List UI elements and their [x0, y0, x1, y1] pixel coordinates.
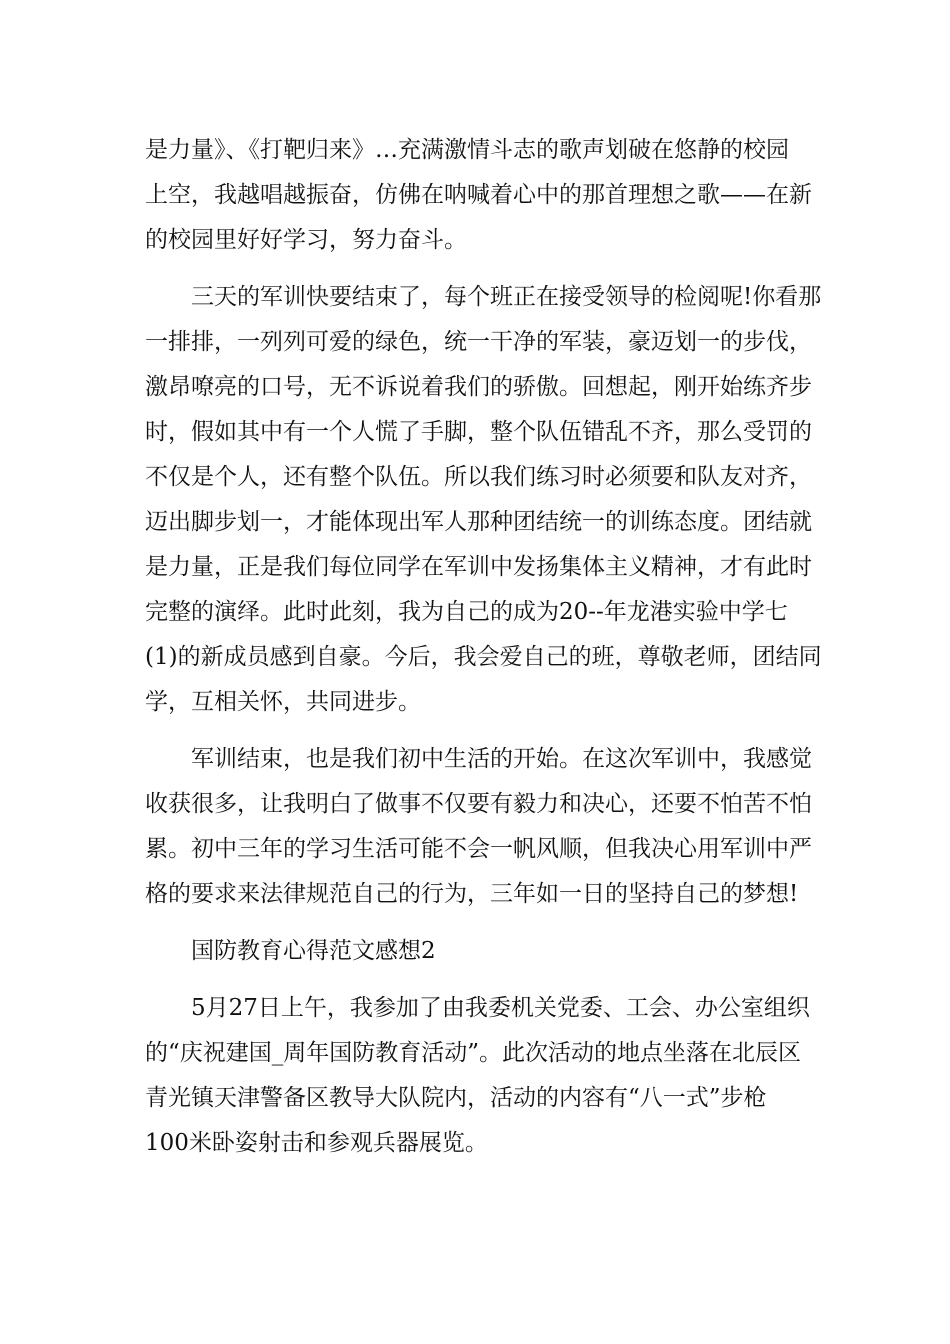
paragraph-gap — [145, 974, 809, 986]
text-line: 一排排，一列列可爱的绿色，统一干净的军装，豪迈划一的步伐， — [145, 329, 812, 355]
paragraph — [145, 275, 822, 725]
paragraph — [145, 737, 812, 917]
text-line: (1)的新成员感到自豪。今后，我会爱自己的班，尊敬老师，团结同 — [145, 644, 822, 670]
text-line: 迈出脚步划一，才能体现出军人那种团结统一的训练态度。团结就 — [145, 509, 812, 535]
heading-line: 国防教育心得范文感想2 — [145, 938, 436, 964]
text-line: 时，假如其中有一个人慌了手脚，整个队伍错乱不齐，那么受罚的 — [145, 419, 812, 445]
text-line: 激昂嘹亮的口号，无不诉说着我们的骄傲。回想起，刚开始练齐步 — [145, 374, 812, 400]
text-line: 收获很多，让我明白了做事不仅要有毅力和决心，还要不怕苦不怕 — [145, 791, 812, 817]
paragraph — [145, 986, 809, 1166]
section-heading — [145, 929, 809, 974]
text-line: 是力量，正是我们每位同学在军训中发扬集体主义精神，才有此时 — [145, 554, 812, 580]
text-line: 的校园里好好学习，努力奋斗。 — [145, 227, 467, 253]
text-line: 是力量》、《打靶归来》…充满激情斗志的歌声划破在悠静的校园 — [145, 137, 789, 163]
text-line: 100米卧姿射击和参观兵器展览。 — [145, 1130, 488, 1156]
text-line: 上空，我越唱越振奋，仿佛在呐喊着心中的那首理想之歌——在新 — [145, 182, 812, 208]
text-line: 三天的军训快要结束了，每个班正在接受领导的检阅呢!你看那 — [145, 284, 822, 310]
paragraph-gap — [145, 917, 809, 929]
text-line: 不仅是个人，还有整个队伍。所以我们练习时必须要和队友对齐， — [145, 464, 812, 490]
text-line: 完整的演绎。此时此刻，我为自己的成为20--年龙港实验中学七 — [145, 599, 788, 625]
text-line: 格的要求来法律规范自己的行为，三年如一日的坚持自己的梦想! — [145, 881, 799, 907]
text-line: 累。初中三年的学习生活可能不会一帆风顺，但我决心用军训中严 — [145, 836, 812, 862]
paragraph-gap — [145, 263, 809, 275]
text-line: 军训结束，也是我们初中生活的开始。在这次军训中，我感觉 — [145, 746, 812, 772]
text-line: 青光镇天津警备区教导大队院内，活动的内容有“八一式”步枪 — [145, 1085, 767, 1111]
document-page — [145, 128, 822, 1166]
paragraph — [145, 128, 812, 263]
text-line: 的“庆祝建国_周年国防教育活动”。此次活动的地点坐落在北辰区 — [145, 1040, 802, 1066]
paragraph-gap — [145, 725, 809, 737]
text-line: 学，互相关怀，共同进步。 — [145, 689, 421, 715]
text-line: 5月27日上午，我参加了由我委机关党委、工会、办公室组织 — [145, 995, 810, 1021]
